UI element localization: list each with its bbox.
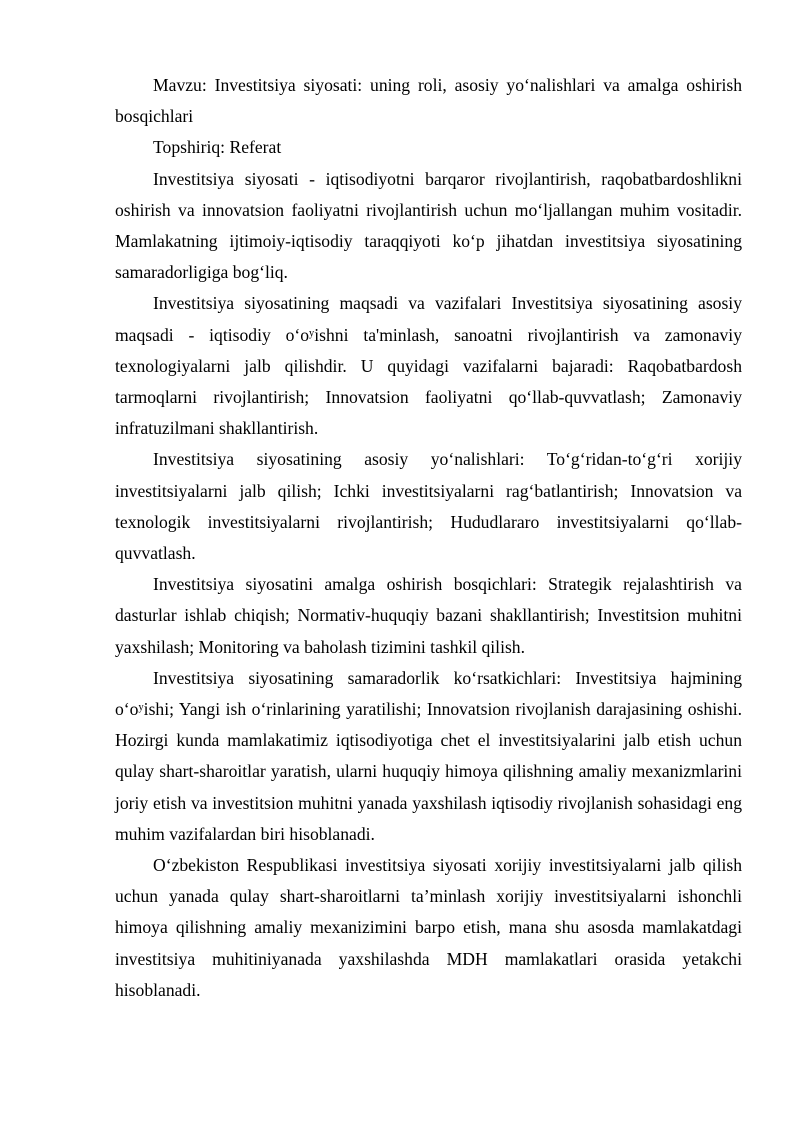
paragraph-goals: Investitsiya siyosatining maqsadi va vazifalari Investitsiya siyosatining asosiy maqsadi - iqtisodiy o‘oʸishni ta'minlash, sanoatni rivojlantirish va zamonaviy texnologiyalarni jalb qilishdir. U quyidagi vazifalarni bajaradi: Raqobatbardosh tarmoqlarni rivojlantirish; Innovatsion faoliyatni qo‘llab-quvvatlash; Zamonaviy infratuzilmani shakllantirish. [115,293,742,439]
paragraph-conclusion: O‘zbekiston Respublikasi investitsiya siyosati xorijiy investitsiyalarni jalb qilish uchun yanada qulay shart-sharoitlarni ta’minlash xorijiy investitsiyalarni ishonchli himoya qilishning amaliy mexanizimini barpo etish, mana shu asosda mamlakatdagi investitsiya muhitiniyanada yaxshilashda MDH mamlakatlari orasida yetakchi hisoblanadi. [115,855,742,1000]
paragraph-directions: Investitsiya siyosatining asosiy yo‘nalishlari: To‘g‘ridan-to‘g‘ri xorijiy investitsiyalarni jalb qilish; Ichki investitsiyalarni rag‘batlantirish; Innovatsion va texnologik investitsiyalarni rivojlantirish; Hududlararo investitsiyalarni qo‘llab-quvvatlash. [115,449,742,564]
paragraph-introduction: Investitsiya siyosati - iqtisodiyotni barqaror rivojlantirish, raqobatbardoshlikni oshirish va innovatsion faoliyatni rivojlantirish uchun mo‘ljallangan muhim vositadir. Mamlakatning ijtimoiy-iqtisodiy taraqqiyoti ko‘p jihatdan investitsiya siyosatining samaradorligiga bog‘liq. [115,168,742,283]
paragraph-stages: Investitsiya siyosatini amalga oshirish bosqichlari: Strategik rejalashtirish va dasturlar ishlab chiqish; Normativ-huquqiy bazani shakllantirish; Investitsion muhitni yaxshilash; Monitoring va baholash tizimini tashkil qilish. [115,574,742,657]
document-page [115,70,742,1006]
document-title: Mavzu: Investitsiya siyosati: uning roli, asosiy yo‘nalishlari va amalga oshirish bosqichlari [115,75,742,127]
paragraph-indicators: Investitsiya siyosatining samaradorlik ko‘rsatkichlari: Investitsiya hajmining o‘oʸishi; Yangi ish o‘rinlarining yaratilishi; Innovatsion rivojlanish darajasining oshishi. Hozirgi kunda mamlakatimiz iqtisodiyotiga chet el investitsiyalarini jalb etish uchun qulay shart-sharoitlar yaratish, ularni huquqiy himoya qilishning amaliy mexanizmlarini joriy etish va investitsion muhitni yanada yaxshilash iqtisodiy rivojlanish sohasidagi eng muhim vazifalardan biri hisoblanadi. [115,667,742,844]
assignment-type: Topshiriq: Referat [153,137,282,158]
